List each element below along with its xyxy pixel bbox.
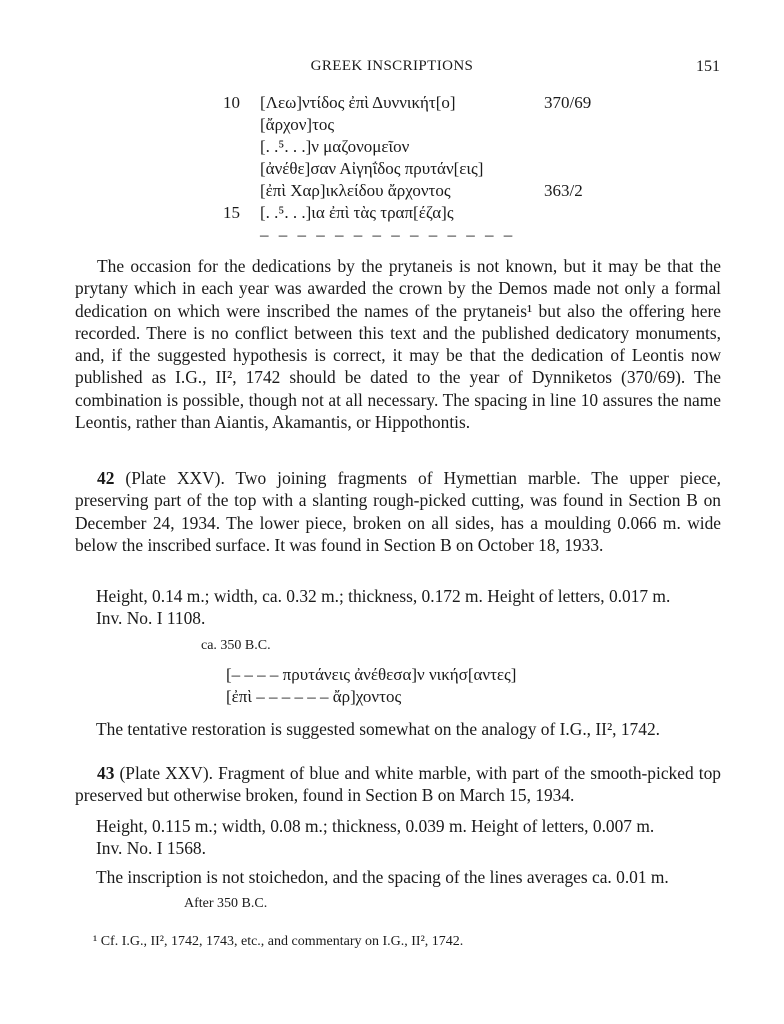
line-number: 10 <box>223 93 240 112</box>
entry-description: (Plate XXV). Fragment of blue and white marble, with part of the smooth-picked top preserved but otherwise broken, found in Section B on March 15, 1934. <box>75 763 721 806</box>
line-text: [– – – – πρυτάνεις ἀνέθεσα]ν νικήσ[αντες] <box>226 665 517 684</box>
footnote: ¹ Cf. I.G., II², 1742, 1743, etc., and commentary on I.G., II², 1742. <box>93 934 464 949</box>
line-text: [ἐπὶ – – – – – – ἄρ]χοντος <box>226 687 402 706</box>
entry-43-measurements <box>96 815 722 860</box>
inventory-number: Inv. No. I 1568. <box>96 838 206 859</box>
entry-43-date: After 350 B.C. <box>184 896 268 911</box>
entry-number: 42 <box>97 468 115 488</box>
line-date: 370/69 <box>544 93 592 112</box>
entry-42-date: ca. 350 B.C. <box>201 638 271 653</box>
page-number: 151 <box>696 58 720 75</box>
entry-number: 43 <box>97 763 115 783</box>
measurements: Height, 0.14 m.; width, ca. 0.32 m.; thickness, 0.172 m. Height of letters, 0.017 m. <box>96 586 671 606</box>
entry-43-comment: The inscription is not stoichedon, and the spacing of the lines averages ca. 0.01 m. <box>96 867 669 887</box>
line-text: [Λεω]ντίδος ἐπὶ Δυννικήτ[ο] <box>260 93 456 112</box>
entry-42-description <box>75 467 721 556</box>
missing-line-dashes: – – – – – – – – – – – – – – <box>260 225 516 244</box>
line-number: 15 <box>223 203 240 222</box>
running-head <box>0 58 784 78</box>
inventory-number: Inv. No. I 1108. <box>96 608 206 629</box>
running-title: GREEK INSCRIPTIONS <box>310 58 474 74</box>
line-text: [ἐπὶ Χαρ]ικλείδου ἄρχοντος <box>260 181 451 200</box>
line-text: [. .⁵. . .]ια ἐπὶ τὰς τραπ[έζα]ς <box>260 203 454 222</box>
entry-42-measurements <box>96 585 722 630</box>
entry-42-comment: The tentative restoration is suggested somewhat on the analogy of I.G., II², 1742. <box>96 719 660 739</box>
measurements: Height, 0.115 m.; width, 0.08 m.; thickness, 0.039 m. Height of letters, 0.007 m. <box>96 816 655 836</box>
line-text: [ἀνέθε]σαν Αἰγηΐδος πρυτάν[εις] <box>260 159 484 178</box>
commentary-paragraph: The occasion for the dedications by the prytaneis is not known, but it may be that the prytany which in each year was awarded the crown by the Demos made not only a formal dedication on which were inscribed the names of the prytaneis¹ but also the offering here recorded. There is no conflict between this text and the published dedicatory monuments, and, if the suggested hypothesis is correct, it may be that the dedication of Leontis now published as I.G., II², 1742 should be dated to the year of Dynniketos (370/69). The combination is possible, though not at all necessary. The spacing in line 10 assures the name Leontis, rather than Aiantis, Akamantis, or Hippothontis. <box>75 256 721 433</box>
entry-43-description <box>75 762 721 807</box>
line-date: 363/2 <box>544 181 583 200</box>
entry-description: (Plate XXV). Two joining fragments of Hymettian marble. The upper piece, preserving part of the top with a slanting rough-picked cutting, was found in Section B on December 24, 1934. The lower piece, broken on all sides, has a moulding 0.066 m. wide below the inscribed surface. It was found in Section B on October 18, 1933. <box>75 468 721 555</box>
line-text: [. .⁵. . .]ν μαζονομεῖον <box>260 137 410 156</box>
line-text: [ἄρχον]τος <box>260 115 335 134</box>
